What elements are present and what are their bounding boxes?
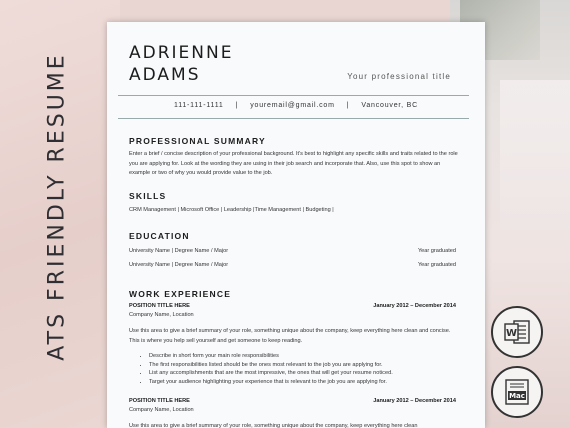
bullet-item: • The first responsibilities listed should be the ones most relevant to the job you are applying for.	[149, 361, 469, 370]
job-header	[129, 398, 456, 404]
contact-location: Vancouver, BC	[361, 102, 418, 109]
mac-document-icon	[502, 377, 532, 407]
resume-name	[129, 42, 233, 86]
bullet-item: • List any accomplishments that are the most impressive, the ones that will get your resume noticed.	[149, 369, 469, 378]
skills-text: CRM Management | Microsoft Office | Leadership |Time Management | Budgeting |	[129, 207, 334, 213]
word-letter: W	[505, 328, 518, 339]
professional-title: Your professional title	[347, 72, 451, 81]
resume-page	[107, 22, 485, 428]
job-title: POSITION TITLE HERE	[129, 303, 190, 309]
education-degree: University Name | Degree Name / Major	[129, 262, 229, 268]
mac-badge	[491, 366, 543, 418]
contact-separator: |	[235, 102, 239, 109]
microsoft-word-icon	[503, 318, 531, 346]
divider-bottom	[118, 118, 469, 119]
summary-heading: PROFESSIONAL SUMMARY	[129, 136, 266, 146]
education-heading: EDUCATION	[129, 231, 190, 241]
bullet-item: • Target your audience highlighting your experience that is relevant to the job you are applying for.	[149, 378, 469, 387]
job-bullets	[137, 352, 469, 387]
job-dates: January 2012 – December 2014	[373, 398, 456, 404]
background-paper	[500, 80, 570, 230]
contact-phone: 111-111-1111	[174, 102, 224, 109]
divider-top	[118, 95, 469, 96]
contact-line	[107, 102, 485, 109]
word-badge	[491, 306, 543, 358]
education-row	[129, 248, 456, 254]
education-degree: University Name | Degree Name / Major	[129, 248, 229, 254]
job-title: POSITION TITLE HERE	[129, 398, 190, 404]
job-header	[129, 303, 456, 309]
job-summary: Use this area to give a brief summary of your role, something unique about the company, keep everything here clean	[129, 423, 418, 428]
education-row	[129, 262, 456, 268]
experience-heading: WORK EXPERIENCE	[129, 289, 232, 299]
side-title-text: ATS FRIENDLY RESUME	[44, 51, 70, 361]
job-company: Company Name, Location	[129, 407, 194, 413]
skills-heading: SKILLS	[129, 191, 167, 201]
side-title	[42, 36, 72, 376]
education-year: Year graduated	[417, 262, 456, 268]
contact-separator: |	[346, 102, 350, 109]
contact-email: youremail@gmail.com	[250, 102, 335, 109]
last-name: ADAMS	[129, 65, 201, 85]
bullet-item: • Describe in short form your main role responsibilities	[149, 352, 469, 361]
job-dates: January 2012 – December 2014	[373, 303, 456, 309]
job-summary: Use this area to give a brief summary of your role, something unique about the company, keep everything here clean and concise. This is where you help sell yourself and get someone to keep reading.	[129, 328, 451, 344]
education-year: Year graduated	[417, 248, 456, 254]
job-company: Company Name, Location	[129, 312, 194, 318]
first-name: ADRIENNE	[129, 43, 234, 63]
summary-text: Enter a brief / concise description of your professional background. It's best to highlight any specific skills and traits related to the role you are applying for. Look at the wording they are using in their job search and incorporate that. Also, use this spot to show an example or two of why you would provide value to the job.	[129, 151, 458, 176]
mac-label: Mac	[509, 392, 525, 400]
